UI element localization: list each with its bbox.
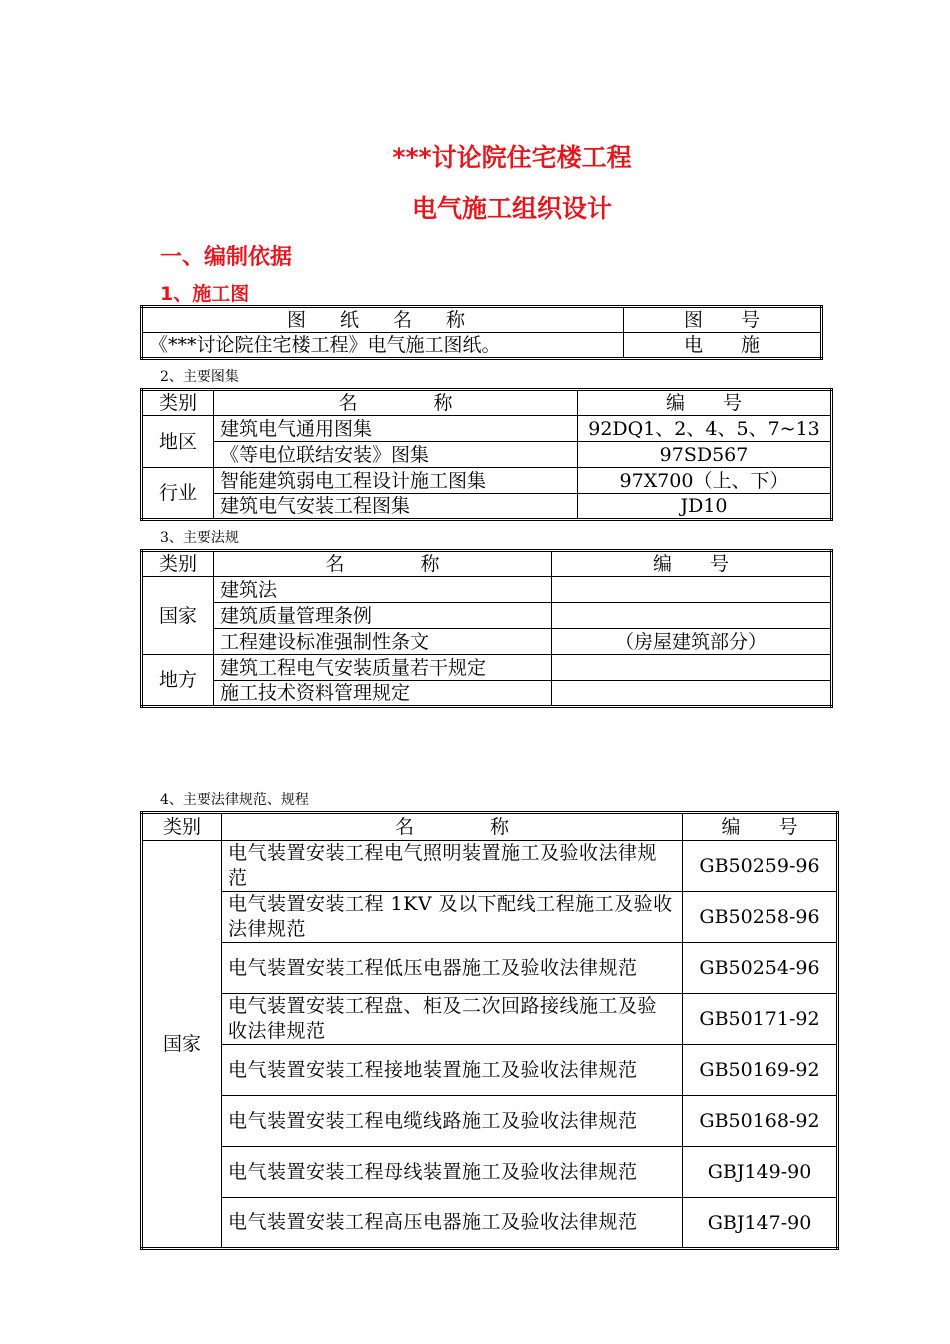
cell-name: 智能建筑弱电工程设计施工图集 xyxy=(214,468,578,494)
cell-name: 电气装置安装工程 1KV 及以下配线工程施工及验收法律规范 xyxy=(222,892,683,943)
document-title-line2: 电气施工组织设计 xyxy=(411,194,612,223)
cell-number: 92DQ1、2、4、5、7~13 xyxy=(578,416,832,442)
header-number: 编 号 xyxy=(578,390,832,416)
cell-number: 97X700（上、下） xyxy=(578,468,832,494)
table-row xyxy=(142,468,832,494)
cell-name: 电气装置安装工程母线装置施工及验收法律规范 xyxy=(222,1147,683,1198)
cell-name: 建筑电气安装工程图集 xyxy=(214,494,578,520)
cell-name: 建筑电气通用图集 xyxy=(214,416,578,442)
category-cell: 行业 xyxy=(142,468,214,520)
cell-name: 工程建设标准强制性条文 xyxy=(214,629,552,655)
header-name: 名 称 xyxy=(222,813,683,841)
cell-number: GB50259-96 xyxy=(683,841,838,892)
drawings-table xyxy=(140,305,823,360)
table-row xyxy=(142,577,832,603)
document-title-line1: ***讨论院住宅楼工程 xyxy=(392,143,632,172)
codes-table xyxy=(140,811,839,1250)
cell-name: 电气装置安装工程电气照明装置施工及验收法律规范 xyxy=(222,841,683,892)
cell-number: 电 施 xyxy=(624,333,822,359)
header-drawing-name: 图 纸 名 称 xyxy=(142,307,624,333)
header-category: 类别 xyxy=(142,390,214,416)
table-row xyxy=(142,943,838,994)
cell-name: 电气装置安装工程接地装置施工及验收法律规范 xyxy=(222,1045,683,1096)
cell-number: GB50171-92 xyxy=(683,994,838,1045)
category-cell: 国家 xyxy=(142,841,222,1249)
table-row xyxy=(142,681,832,707)
table-row xyxy=(142,1096,838,1147)
cell-number: GB50168-92 xyxy=(683,1096,838,1147)
table-header-row xyxy=(142,813,838,841)
header-name: 名 称 xyxy=(214,551,552,577)
cell-name: 电气装置安装工程高压电器施工及验收法律规范 xyxy=(222,1198,683,1249)
table-row xyxy=(142,1147,838,1198)
caption-regulations: 3、主要法规 xyxy=(160,530,239,546)
header-category: 类别 xyxy=(142,813,222,841)
table-row xyxy=(142,892,838,943)
table-header-row xyxy=(142,390,832,416)
category-cell: 地方 xyxy=(142,655,214,707)
cell-number: GB50169-92 xyxy=(683,1045,838,1096)
cell-number xyxy=(552,577,832,603)
cell-name: 《***讨论院住宅楼工程》电气施工图纸。 xyxy=(142,333,624,359)
regulations-table xyxy=(140,549,833,708)
cell-number: 97SD567 xyxy=(578,442,832,468)
table-row xyxy=(142,841,838,892)
section-heading: 一、编制依据 xyxy=(160,245,293,270)
header-drawing-number: 图 号 xyxy=(624,307,822,333)
cell-number: （房屋建筑部分） xyxy=(552,629,832,655)
cell-name: 建筑工程电气安装质量若干规定 xyxy=(214,655,552,681)
caption-codes: 4、主要法律规范、规程 xyxy=(160,792,309,808)
table-row xyxy=(142,994,838,1045)
cell-number: JD10 xyxy=(578,494,832,520)
table-row xyxy=(142,442,832,468)
header-category: 类别 xyxy=(142,551,214,577)
cell-number: GB50254-96 xyxy=(683,943,838,994)
header-name: 名 称 xyxy=(214,390,578,416)
cell-number: GBJ147-90 xyxy=(683,1198,838,1249)
cell-name: 建筑法 xyxy=(214,577,552,603)
cell-name: 施工技术资料管理规定 xyxy=(214,681,552,707)
caption-atlas: 2、主要图集 xyxy=(160,369,239,385)
cell-number: GBJ149-90 xyxy=(683,1147,838,1198)
table-header-row xyxy=(142,551,832,577)
cell-name: 建筑质量管理条例 xyxy=(214,603,552,629)
table-row xyxy=(142,629,832,655)
subsection-heading-drawings: 1、施工图 xyxy=(160,283,250,305)
header-number: 编 号 xyxy=(683,813,838,841)
cell-number xyxy=(552,603,832,629)
table-row xyxy=(142,603,832,629)
table-row xyxy=(142,333,822,359)
table-row xyxy=(142,494,832,520)
cell-name: 电气装置安装工程盘、柜及二次回路接线施工及验收法律规范 xyxy=(222,994,683,1045)
category-cell: 国家 xyxy=(142,577,214,655)
cell-number xyxy=(552,655,832,681)
cell-name: 《等电位联结安装》图集 xyxy=(214,442,578,468)
table-header-row xyxy=(142,307,822,333)
table-row xyxy=(142,1198,838,1249)
cell-name: 电气装置安装工程低压电器施工及验收法律规范 xyxy=(222,943,683,994)
header-number: 编 号 xyxy=(552,551,832,577)
cell-number xyxy=(552,681,832,707)
table-row xyxy=(142,1045,838,1096)
category-cell: 地区 xyxy=(142,416,214,468)
table-row xyxy=(142,655,832,681)
cell-number: GB50258-96 xyxy=(683,892,838,943)
atlas-table xyxy=(140,388,833,521)
table-row xyxy=(142,416,832,442)
cell-name: 电气装置安装工程电缆线路施工及验收法律规范 xyxy=(222,1096,683,1147)
